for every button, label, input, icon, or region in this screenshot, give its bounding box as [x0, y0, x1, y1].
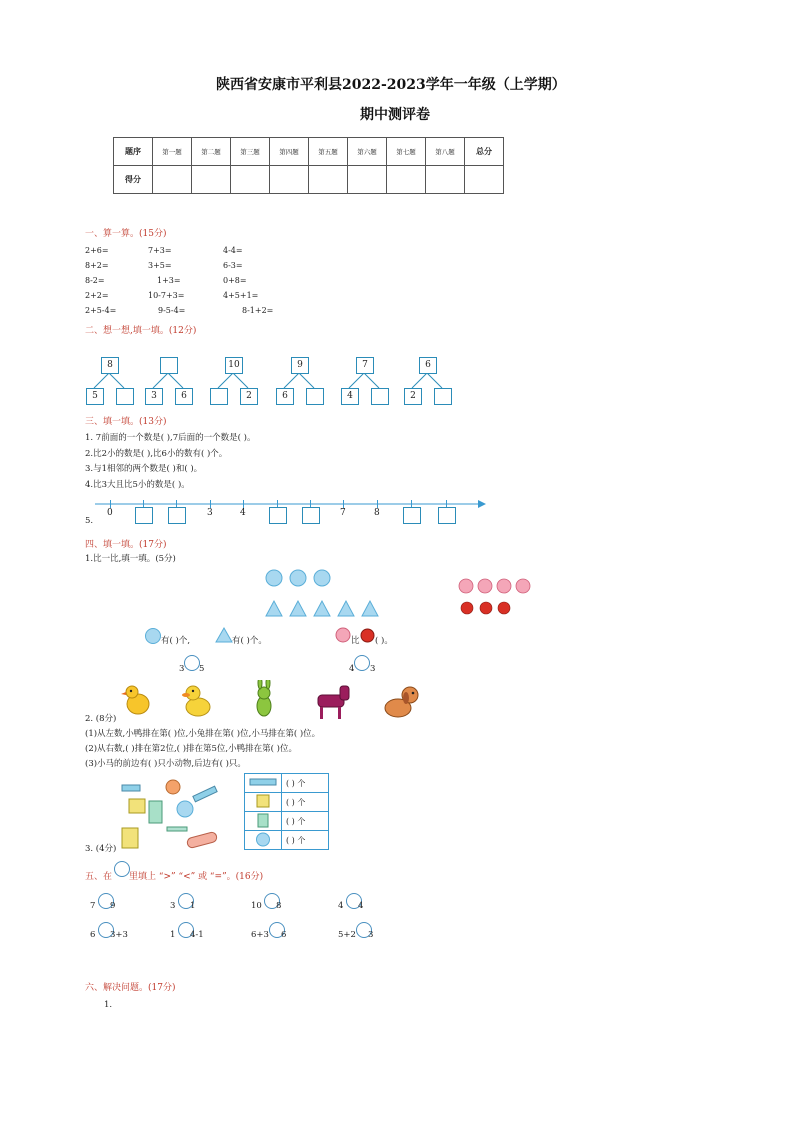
apple-icon [360, 628, 375, 643]
count-cell[interactable]: ( ) 个 [282, 831, 329, 850]
section5-heading-a: 五、在 [85, 872, 113, 882]
arithmetic-problem: 7+3= [148, 246, 172, 255]
score-table-col: 第六题 [348, 138, 387, 166]
cylinder-icon [245, 812, 282, 831]
bond-left-box[interactable]: 4 [341, 388, 359, 405]
number-line-answer-box[interactable] [269, 507, 287, 524]
number-line-tick [343, 500, 344, 508]
fill-question-3: 3.与1相邻的两个数是( )和( )。 [85, 464, 203, 474]
triangle-shape [314, 601, 330, 616]
sphere-icon [177, 801, 193, 817]
dog-icon [385, 687, 418, 717]
score-table-total: 总分 [465, 138, 504, 166]
compare-left-operand: 4 [338, 901, 344, 911]
number-line-label: 7 [340, 508, 346, 518]
peaches-apples-figure [455, 575, 535, 620]
compare-question: 1.比一比,填一填。(5分) [85, 554, 176, 564]
peach-icon [497, 579, 511, 593]
horse-icon [318, 686, 349, 719]
compare-answer-circle[interactable] [184, 655, 200, 671]
bond-top-box[interactable]: 8 [101, 357, 119, 374]
bond-line [412, 373, 427, 388]
compare-left-operand: 10 [251, 901, 262, 911]
triangle-icon [215, 627, 233, 643]
animals-row [118, 680, 428, 722]
arithmetic-problem: 6-3= [223, 261, 243, 270]
arithmetic-problem: 2+6= [85, 246, 109, 255]
count-cell[interactable]: ( ) 个 [282, 812, 329, 831]
apple-icon [498, 602, 510, 614]
compare-left-number: 4 [349, 664, 355, 674]
compare-left-operand: 6+3 [251, 930, 269, 940]
bond-right-box[interactable] [306, 388, 324, 405]
shapes-question-label: 3. (4分) [85, 844, 117, 854]
compare-circles-text: 有( )个, [161, 636, 191, 646]
bond-top-box[interactable]: 7 [356, 357, 374, 374]
arithmetic-problem: 4+5+1= [223, 291, 259, 300]
score-table-col: 第三题 [231, 138, 270, 166]
section3-heading: 三、填一填。(13分) [85, 417, 167, 427]
bond-top-box[interactable]: 6 [419, 357, 437, 374]
sphere-icon [166, 780, 180, 794]
bond-line [153, 373, 168, 388]
peach-icon [459, 579, 473, 593]
triangle-shape [338, 601, 354, 616]
section2-heading: 二、想一想,填一填。(12分) [85, 326, 197, 336]
score-table-col: 第四题 [270, 138, 309, 166]
animals-question-2: (2)从右数,( )排在第2位,( )排在第5位,小鸭排在第( )位。 [85, 744, 297, 754]
bond-line [168, 373, 183, 388]
compare-left-operand: 3 [170, 901, 176, 911]
arithmetic-problem: 3+5= [148, 261, 172, 270]
bond-line [233, 373, 248, 388]
number-line-answer-box[interactable] [168, 507, 186, 524]
compare-left-operand: 5+2 [338, 930, 356, 940]
chick-icon [121, 686, 149, 714]
section1-heading: 一、算一算。(15分) [85, 229, 167, 239]
score-table-col: 第一题 [153, 138, 192, 166]
triangle-shape [362, 601, 378, 616]
score-table-col: 第七题 [387, 138, 426, 166]
number-line-answer-box[interactable] [302, 507, 320, 524]
arithmetic-problem: 8-1+2= [242, 306, 274, 315]
arithmetic-problem: 9-5-4= [158, 306, 186, 315]
bond-left-box[interactable]: 5 [86, 388, 104, 405]
count-cell[interactable]: ( ) 个 [282, 793, 329, 812]
bond-left-box[interactable] [210, 388, 228, 405]
number-line-label: 4 [240, 508, 246, 518]
arithmetic-problem: 8-2= [85, 276, 105, 285]
rabbit-icon [257, 680, 271, 716]
score-table-row-label: 题序 [114, 138, 153, 166]
arithmetic-problem: 2+2= [85, 291, 109, 300]
compare-left-operand: 1 [170, 930, 176, 940]
number-line-label: 3 [207, 508, 213, 518]
compare-word: 比 [351, 636, 360, 646]
circle-shape [314, 570, 330, 586]
number-line-tick [210, 500, 211, 508]
compare-fruit-answer: ( )。 [375, 636, 393, 646]
section6-heading: 六、解决问题。(17分) [85, 983, 176, 993]
number-line-tick [110, 500, 111, 508]
fill-question-5-label: 5. [85, 516, 94, 526]
arithmetic-problem: 2+5-4= [85, 306, 117, 315]
compare-right-operand: 3 [368, 930, 374, 940]
compare-right-operand: 1 [190, 901, 196, 911]
fill-question-2: 2.比2小的数是( ),比6小的数有( )个。 [85, 449, 228, 459]
cuboid-icon [122, 828, 138, 848]
bond-line [94, 373, 109, 388]
bond-top-box[interactable] [160, 357, 178, 374]
compare-left-operand: 6 [90, 930, 96, 940]
compare-right-operand: 8 [276, 901, 282, 911]
shape-count-table [244, 773, 329, 850]
bond-right-box[interactable] [116, 388, 134, 405]
peach-icon [478, 579, 492, 593]
cube-icon [245, 793, 282, 812]
bond-line [299, 373, 314, 388]
problem-1: 1. [104, 1000, 113, 1010]
score-table-col: 第五题 [309, 138, 348, 166]
compare-right-operand: 3+3 [110, 930, 128, 940]
section4-heading: 四、填一填。(17分) [85, 540, 167, 550]
compare-left-number: 3 [179, 664, 185, 674]
circle-shape [266, 570, 282, 586]
arithmetic-problem: 4-4= [223, 246, 243, 255]
compare-right-operand: 6 [281, 930, 287, 940]
apple-icon [480, 602, 492, 614]
arithmetic-problem: 1+3= [157, 276, 181, 285]
compare-right-number: 5 [199, 664, 205, 674]
number-line-label: 8 [374, 508, 380, 518]
arithmetic-problem: 8+2= [85, 261, 109, 270]
cuboid-icon [245, 774, 282, 793]
bond-left-box[interactable]: 3 [145, 388, 163, 405]
peach-icon [335, 627, 351, 643]
peach-icon [516, 579, 530, 593]
bond-right-box[interactable] [371, 388, 389, 405]
arithmetic-problem: 0+8= [223, 276, 247, 285]
page-subtitle: 期中测评卷 [360, 107, 430, 123]
triangle-shape [266, 601, 282, 616]
bond-top-box[interactable]: 9 [291, 357, 309, 374]
number-line-answer-box[interactable] [438, 507, 456, 524]
number-line-tick [243, 500, 244, 508]
cylinder-icon [167, 827, 187, 831]
triangle-shape [290, 601, 306, 616]
circles-triangles-figure [255, 565, 395, 620]
cuboid-icon [193, 786, 217, 802]
count-cell[interactable]: ( ) 个 [282, 774, 329, 793]
apple-icon [461, 602, 473, 614]
compare-triangles-text: 有( )个。 [232, 636, 267, 646]
bond-line [284, 373, 299, 388]
score-table-row-label: 得分 [114, 166, 153, 194]
compare-right-operand: 9 [110, 901, 116, 911]
bond-right-box[interactable] [434, 388, 452, 405]
number-line-answer-box[interactable] [403, 507, 421, 524]
answer-circle-icon [114, 861, 130, 877]
bond-left-box[interactable]: 2 [404, 388, 422, 405]
bond-right-box[interactable]: 6 [175, 388, 193, 405]
number-line-tick [377, 500, 378, 508]
bond-line [364, 373, 379, 388]
solid-shapes-figure [115, 773, 225, 853]
bond-line [218, 373, 233, 388]
cylinder-icon [186, 831, 218, 848]
compare-right-operand: 4 [358, 901, 364, 911]
number-line-label: 0 [107, 508, 113, 518]
cylinder-icon [149, 801, 162, 823]
cube-icon [129, 799, 145, 813]
compare-left-operand: 7 [90, 901, 96, 911]
bond-top-box[interactable]: 10 [225, 357, 243, 374]
animals-question-3: (3)小马的前边有( )只小动物,后边有( )只。 [85, 759, 246, 769]
number-line-answer-box[interactable] [135, 507, 153, 524]
score-table-col: 第二题 [192, 138, 231, 166]
circle-icon [144, 627, 162, 645]
bond-line [427, 373, 442, 388]
duck-icon [182, 686, 210, 716]
bond-right-box[interactable]: 2 [240, 388, 258, 405]
compare-right-operand: 4-1 [190, 930, 204, 940]
page-title: 陕西省安康市平利县2022-2023学年一年级（上学期） [216, 77, 566, 93]
compare-answer-circle[interactable] [354, 655, 370, 671]
arithmetic-problem: 10-7+3= [148, 291, 185, 300]
bond-line [109, 373, 124, 388]
cuboid-icon [122, 785, 140, 791]
sphere-icon [245, 831, 282, 850]
compare-right-number: 3 [370, 664, 376, 674]
score-table-col: 第八题 [426, 138, 465, 166]
fill-question-4: 4.比3大且比5小的数是( )。 [85, 480, 190, 490]
circle-shape [290, 570, 306, 586]
section5-heading-b: 里填上 “>” “<” 或 “=”。(16分) [129, 872, 264, 882]
animals-question-label: 2. (8分) [85, 714, 117, 724]
bond-line [349, 373, 364, 388]
bond-left-box[interactable]: 6 [276, 388, 294, 405]
fill-question-1: 1. 7前面的一个数是( ),7后面的一个数是( )。 [85, 433, 256, 443]
animals-question-1: (1)从左数,小鸭排在第( )位,小兔排在第( )位,小马排在第( )位。 [85, 729, 321, 739]
